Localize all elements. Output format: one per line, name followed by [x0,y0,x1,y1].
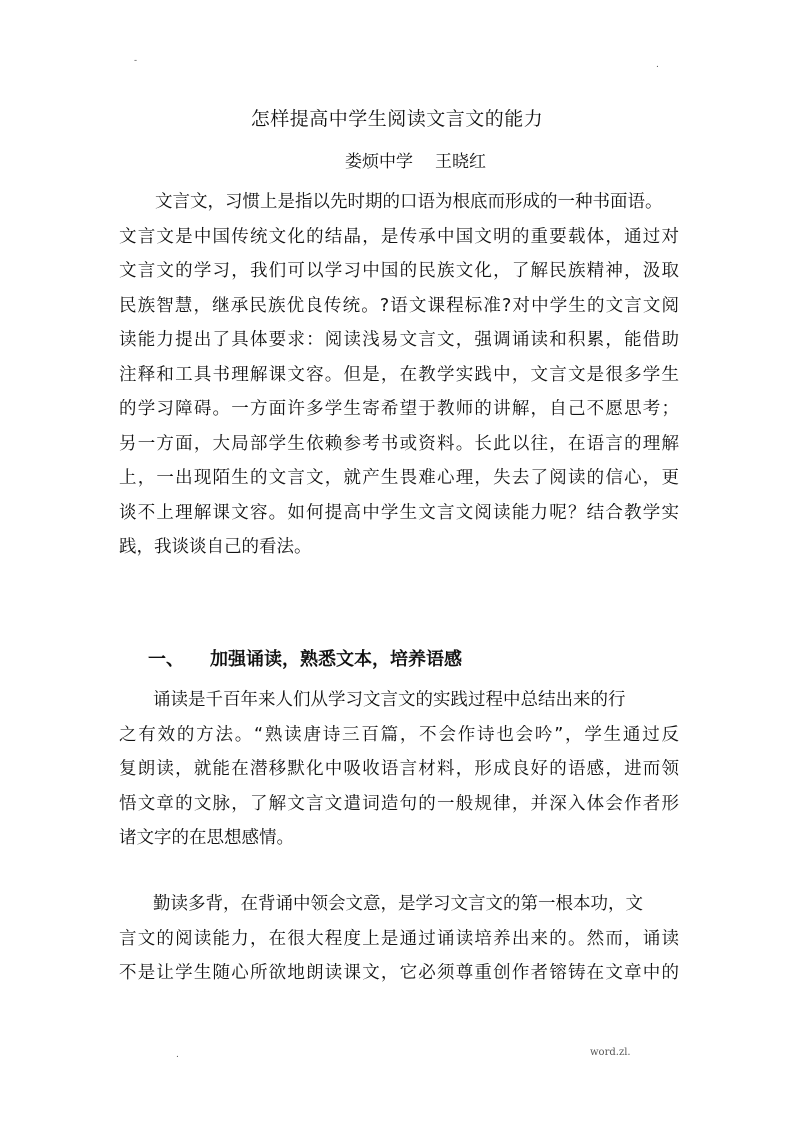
paragraph-line: 注释和工具书理解课文容。但是，在教学实践中，文言文是很多学生 [119,364,679,385]
paragraph-intro [119,185,679,565]
paragraph-line: 谈不上理解课文容。如何提高中学生文言文阅读能力呢？结合教学实 [119,502,679,523]
paragraph-line: 的学习障碍。一方面许多学生寄希望于教师的讲解，自己不愿思考； [119,399,679,419]
paragraph-line: 之有效的方法。“熟读唐诗三百篇，不会作诗也会吟”，学生通过反 [119,724,679,745]
paragraph-line: 文言文，习惯上是指以先时期的口语为根底而形成的一种书面语。 [155,192,663,212]
header-left-mark: - [134,56,138,66]
paragraph-recitation [119,683,679,856]
paragraph-memorize [119,887,679,991]
paragraph-line: 复朗读，就能在潜移默化中吸收语言材料，形成良好的语感，进而领 [119,759,679,779]
paragraph-line: 文言文的学习，我们可以学习中国的民族文化，了解民族精神，汲取 [119,261,679,281]
paragraph-line: 另一方面，大局部学生依赖参考书或资料。长此以往，在语言的理解 [119,433,679,454]
paragraph-line: 勤读多背，在背诵中领会文意，是学习文言文的第一根本功，文 [153,894,643,914]
header-right-mark: . [656,60,659,70]
section-title: 加强诵读，熟悉文本，培养语感 [210,649,462,670]
paragraph-line: 言文的阅读能力，在很大程度上是通过诵读培养出来的。然而，诵读 [119,928,679,949]
paragraph-line: 诵读是千百年来人们从学习文言文的实践过程中总结出来的行 [153,690,626,710]
footer-source-mark: word.zl. [590,1047,631,1058]
author-name: 王晓红 [435,152,486,172]
section-heading-1 [148,645,462,671]
paragraph-line: 文言文是中国传统文化的结晶，是传承中国文明的重要载体，通过对 [119,226,679,247]
document-title: 怎样提高中学生阅读文言文的能力 [250,108,544,130]
paragraph-line: 不是让学生随心所欲地朗读课文，它必须尊重创作者镕铸在文章中的 [119,963,679,983]
section-number: 一、 [148,649,184,670]
footer-left-mark: . [176,1050,179,1060]
paragraph-line: 上，一出现陌生的文言文，就产生畏难心理，失去了阅读的信心，更 [119,468,679,488]
author-line [345,147,486,172]
paragraph-line: 民族智慧，继承民族优良传统。?语文课程标准?对中学生的文言文阅 [119,295,679,316]
paragraph-line: 践，我谈谈自己的看法。 [119,537,312,557]
paragraph-line: 悟文章的文脉，了解文言文遣词造句的一般规律，并深入体会作者形 [119,793,679,814]
paragraph-line: 读能力提出了具体要求：阅读浅易文言文，强调诵读和积累，能借助 [119,330,679,350]
paragraph-line: 诸文字的在思想感情。 [119,828,294,848]
author-school: 娄烦中学 [345,152,413,172]
